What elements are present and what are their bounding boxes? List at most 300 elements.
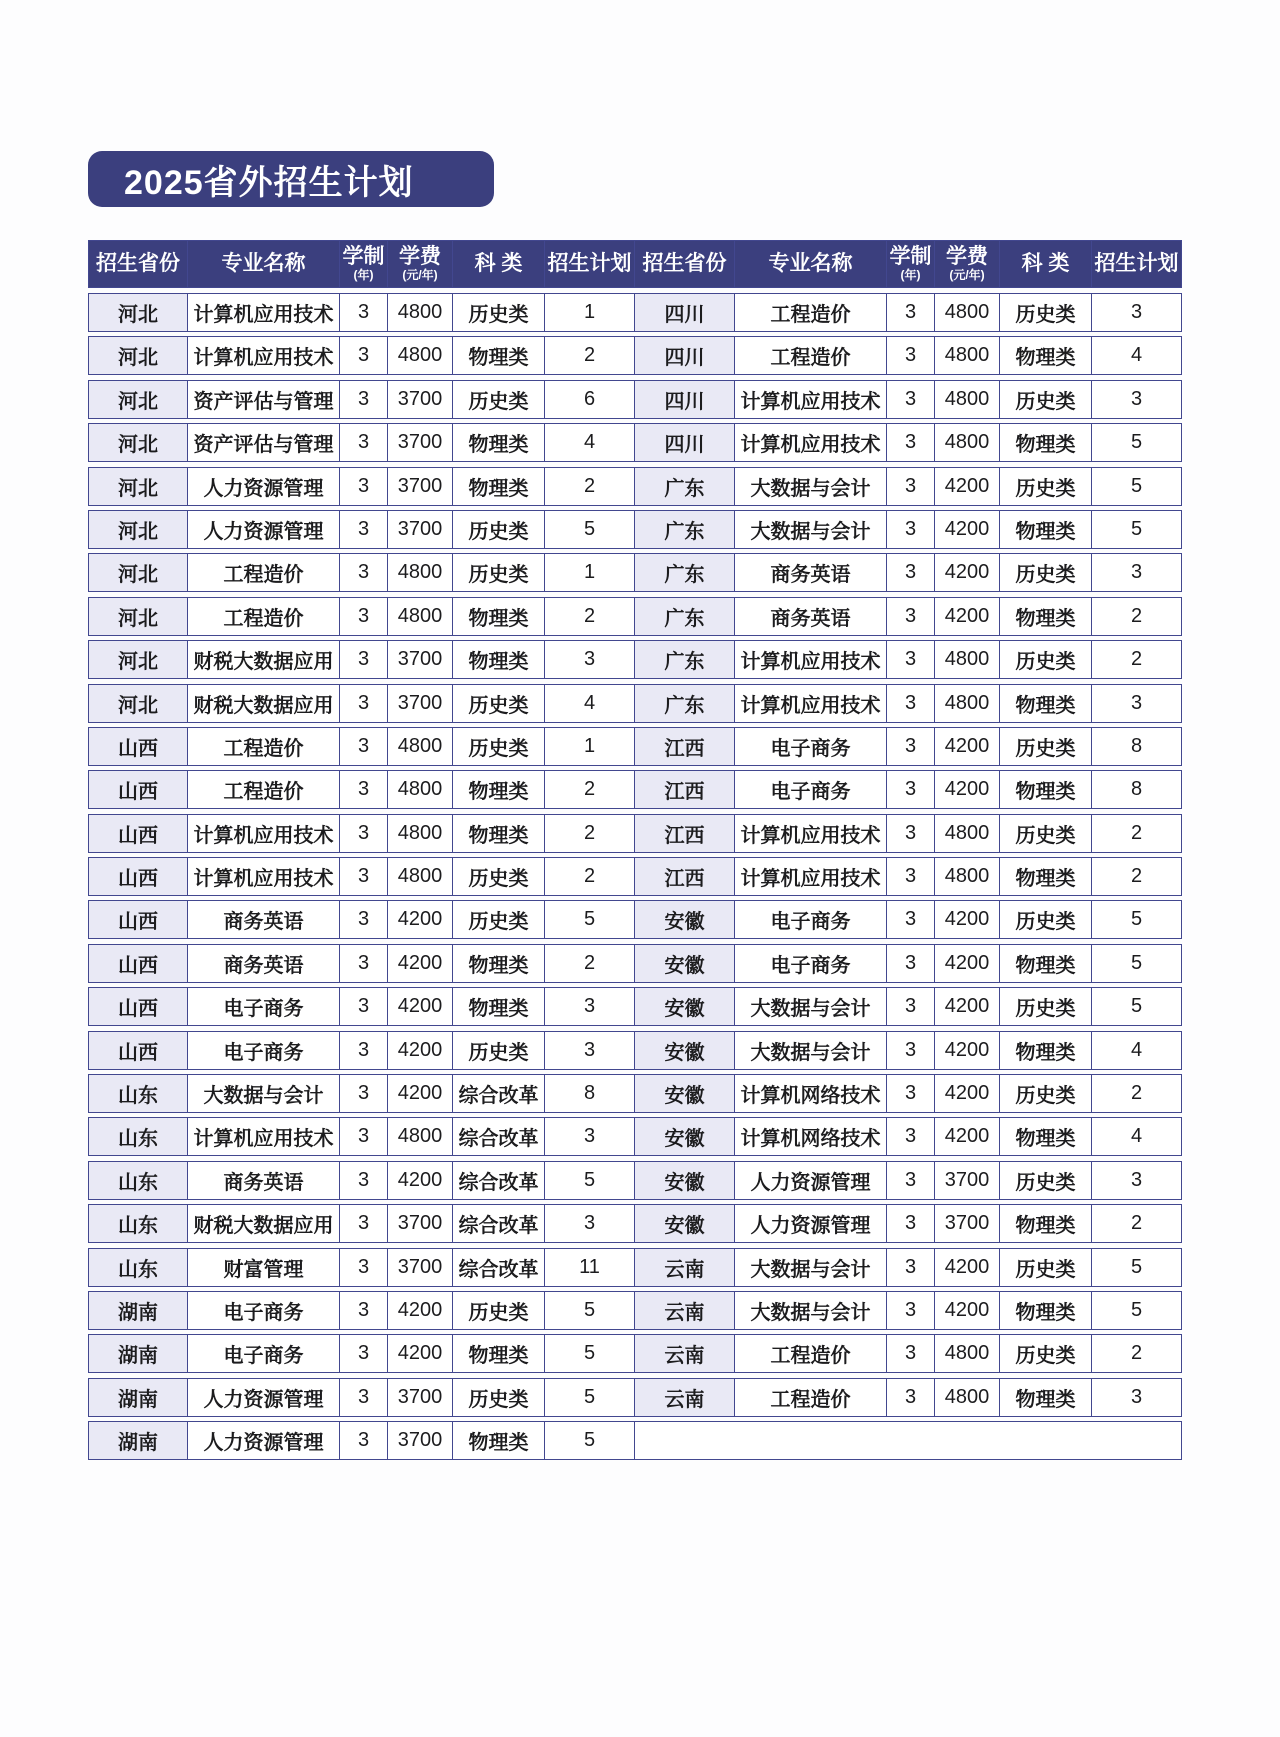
header-sublabel: (元/年) — [402, 268, 438, 283]
cell-major: 大数据与会计 — [735, 987, 887, 1026]
cell-plan: 1 — [545, 293, 635, 332]
cell-category: 综合改革 — [453, 1074, 545, 1113]
cell-category: 物理类 — [453, 640, 545, 679]
cell-fee: 4800 — [935, 380, 1000, 419]
cell-major: 计算机应用技术 — [188, 1117, 340, 1156]
table-row — [88, 553, 1182, 592]
cell-fee: 4200 — [388, 1161, 453, 1200]
cell-province: 河北 — [88, 510, 188, 549]
cell-fee: 4800 — [388, 770, 453, 809]
cell-category: 历史类 — [453, 727, 545, 766]
cell-province: 山西 — [88, 944, 188, 983]
cell-province: 山东 — [88, 1074, 188, 1113]
cell-major: 大数据与会计 — [188, 1074, 340, 1113]
cell-province: 河北 — [88, 467, 188, 506]
cell-years: 3 — [887, 467, 935, 506]
header-plan-right — [1092, 240, 1182, 288]
cell-fee: 4800 — [388, 727, 453, 766]
cell-plan: 3 — [545, 1031, 635, 1070]
cell-province: 湖南 — [88, 1421, 188, 1460]
cell-major: 商务英语 — [188, 900, 340, 939]
cell-major: 商务英语 — [735, 553, 887, 592]
cell-category: 物理类 — [453, 987, 545, 1026]
cell-province: 广东 — [635, 640, 735, 679]
cell-category: 历史类 — [1000, 1074, 1092, 1113]
header-label: 招生省份 — [642, 251, 727, 275]
cell-fee: 4800 — [388, 814, 453, 853]
cell-fee: 3700 — [388, 423, 453, 462]
cell-major: 电子商务 — [188, 1334, 340, 1373]
cell-fee: 4800 — [935, 293, 1000, 332]
cell-fee: 4200 — [388, 1074, 453, 1113]
cell-plan: 5 — [1092, 987, 1182, 1026]
table-row — [88, 1074, 1182, 1113]
cell-category: 历史类 — [453, 900, 545, 939]
cell-category: 物理类 — [1000, 1291, 1092, 1330]
cell-category: 历史类 — [1000, 1161, 1092, 1200]
cell-fee: 3700 — [388, 684, 453, 723]
cell-years: 3 — [340, 1117, 388, 1156]
cell-major: 商务英语 — [188, 1161, 340, 1200]
cell-category: 历史类 — [453, 553, 545, 592]
cell-plan: 4 — [545, 423, 635, 462]
header-label: 学费 — [399, 245, 441, 269]
cell-category: 综合改革 — [453, 1117, 545, 1156]
cell-years: 3 — [887, 1161, 935, 1200]
cell-fee: 4200 — [935, 1117, 1000, 1156]
cell-empty — [635, 1421, 1182, 1460]
header-sublabel: (元/年) — [949, 268, 985, 283]
cell-category: 物理类 — [453, 423, 545, 462]
cell-fee: 3700 — [388, 510, 453, 549]
table-row — [88, 640, 1182, 679]
cell-major: 工程造价 — [735, 293, 887, 332]
cell-category: 物理类 — [1000, 1031, 1092, 1070]
cell-category: 物理类 — [1000, 1204, 1092, 1243]
cell-province: 四川 — [635, 380, 735, 419]
cell-plan: 5 — [1092, 900, 1182, 939]
cell-province: 河北 — [88, 640, 188, 679]
cell-fee: 4200 — [935, 900, 1000, 939]
cell-province: 云南 — [635, 1248, 735, 1287]
cell-years: 3 — [340, 380, 388, 419]
cell-plan: 2 — [1092, 1204, 1182, 1243]
cell-category: 物理类 — [1000, 510, 1092, 549]
cell-plan: 4 — [1092, 1117, 1182, 1156]
cell-province: 河北 — [88, 293, 188, 332]
cell-province: 江西 — [635, 770, 735, 809]
cell-years: 3 — [887, 423, 935, 462]
cell-province: 山西 — [88, 900, 188, 939]
cell-major: 资产评估与管理 — [188, 423, 340, 462]
cell-category: 历史类 — [1000, 467, 1092, 506]
cell-plan: 3 — [1092, 380, 1182, 419]
cell-plan: 8 — [1092, 727, 1182, 766]
table-row — [88, 293, 1182, 332]
cell-province: 四川 — [635, 293, 735, 332]
cell-plan: 3 — [545, 987, 635, 1026]
cell-category: 历史类 — [1000, 293, 1092, 332]
cell-plan: 1 — [545, 553, 635, 592]
cell-plan: 2 — [1092, 597, 1182, 636]
cell-fee: 4200 — [935, 1074, 1000, 1113]
cell-fee: 4200 — [935, 553, 1000, 592]
cell-province: 安徽 — [635, 1204, 735, 1243]
cell-fee: 4800 — [935, 423, 1000, 462]
cell-plan: 2 — [545, 597, 635, 636]
cell-category: 物理类 — [453, 1334, 545, 1373]
table-row — [88, 944, 1182, 983]
table-row — [88, 1031, 1182, 1070]
cell-years: 3 — [887, 814, 935, 853]
cell-years: 3 — [340, 900, 388, 939]
cell-plan: 8 — [1092, 770, 1182, 809]
cell-category: 物理类 — [1000, 857, 1092, 896]
cell-category: 历史类 — [1000, 900, 1092, 939]
header-major-left — [188, 240, 340, 288]
cell-province: 广东 — [635, 467, 735, 506]
cell-fee: 3700 — [388, 1378, 453, 1417]
cell-category: 历史类 — [453, 293, 545, 332]
cell-years: 3 — [340, 770, 388, 809]
enrollment-table — [88, 240, 1182, 1465]
cell-major: 财富管理 — [188, 1248, 340, 1287]
cell-category: 综合改革 — [453, 1204, 545, 1243]
cell-major: 电子商务 — [735, 727, 887, 766]
cell-plan: 2 — [545, 814, 635, 853]
cell-fee: 4200 — [388, 944, 453, 983]
table-row — [88, 423, 1182, 462]
cell-category: 物理类 — [1000, 944, 1092, 983]
cell-major: 计算机应用技术 — [735, 814, 887, 853]
cell-province: 山东 — [88, 1117, 188, 1156]
cell-fee: 4800 — [935, 684, 1000, 723]
cell-fee: 4200 — [935, 987, 1000, 1026]
cell-major: 工程造价 — [735, 1334, 887, 1373]
cell-province: 安徽 — [635, 900, 735, 939]
cell-province: 河北 — [88, 553, 188, 592]
cell-years: 3 — [887, 380, 935, 419]
cell-major: 大数据与会计 — [735, 467, 887, 506]
header-province-right — [635, 240, 735, 288]
header-category-right — [1000, 240, 1092, 288]
cell-fee: 4800 — [388, 293, 453, 332]
cell-category: 历史类 — [1000, 987, 1092, 1026]
cell-years: 3 — [340, 553, 388, 592]
cell-years: 3 — [887, 1334, 935, 1373]
cell-years: 3 — [340, 423, 388, 462]
cell-fee: 4200 — [388, 1334, 453, 1373]
cell-category: 物理类 — [1000, 684, 1092, 723]
cell-province: 湖南 — [88, 1378, 188, 1417]
table-row — [88, 1378, 1182, 1417]
cell-province: 广东 — [635, 684, 735, 723]
header-label: 招生计划 — [547, 251, 632, 275]
cell-major: 人力资源管理 — [188, 510, 340, 549]
cell-plan: 3 — [1092, 293, 1182, 332]
cell-category: 物理类 — [1000, 1378, 1092, 1417]
cell-major: 计算机应用技术 — [735, 640, 887, 679]
header-sublabel: (年) — [900, 268, 921, 283]
header-label: 招生计划 — [1094, 251, 1179, 275]
cell-category: 物理类 — [453, 1421, 545, 1460]
cell-plan: 2 — [545, 467, 635, 506]
cell-province: 四川 — [635, 336, 735, 375]
cell-major: 资产评估与管理 — [188, 380, 340, 419]
cell-plan: 11 — [545, 1248, 635, 1287]
cell-years: 3 — [887, 510, 935, 549]
cell-plan: 8 — [545, 1074, 635, 1113]
cell-years: 3 — [887, 684, 935, 723]
cell-category: 物理类 — [453, 770, 545, 809]
table-body — [88, 293, 1182, 1460]
cell-category: 历史类 — [453, 510, 545, 549]
cell-plan: 3 — [545, 640, 635, 679]
cell-plan: 5 — [1092, 510, 1182, 549]
header-label: 专业名称 — [768, 251, 853, 275]
cell-fee: 4800 — [388, 597, 453, 636]
cell-province: 广东 — [635, 597, 735, 636]
cell-province: 山西 — [88, 1031, 188, 1070]
cell-years: 3 — [340, 293, 388, 332]
cell-years: 3 — [340, 510, 388, 549]
cell-fee: 4200 — [935, 727, 1000, 766]
cell-major: 计算机应用技术 — [735, 380, 887, 419]
cell-category: 综合改革 — [453, 1248, 545, 1287]
cell-years: 3 — [887, 1074, 935, 1113]
table-row — [88, 770, 1182, 809]
header-label: 专业名称 — [221, 251, 306, 275]
cell-major: 人力资源管理 — [735, 1204, 887, 1243]
cell-fee: 4800 — [388, 336, 453, 375]
header-category-left — [453, 240, 545, 288]
cell-category: 物理类 — [453, 814, 545, 853]
cell-years: 3 — [340, 467, 388, 506]
table-row — [88, 380, 1182, 419]
cell-province: 江西 — [635, 727, 735, 766]
cell-years: 3 — [887, 597, 935, 636]
cell-major: 计算机网络技术 — [735, 1117, 887, 1156]
cell-category: 物理类 — [453, 467, 545, 506]
cell-category: 物理类 — [1000, 336, 1092, 375]
cell-province: 安徽 — [635, 1074, 735, 1113]
cell-years: 3 — [887, 293, 935, 332]
cell-major: 计算机应用技术 — [188, 857, 340, 896]
cell-category: 历史类 — [1000, 380, 1092, 419]
cell-category: 历史类 — [453, 1031, 545, 1070]
table-row — [88, 1204, 1182, 1243]
cell-province: 安徽 — [635, 1031, 735, 1070]
cell-province: 云南 — [635, 1334, 735, 1373]
cell-province: 山西 — [88, 814, 188, 853]
cell-fee: 4200 — [388, 1291, 453, 1330]
header-label: 招生省份 — [96, 251, 180, 275]
cell-province: 湖南 — [88, 1334, 188, 1373]
cell-fee: 4200 — [388, 900, 453, 939]
cell-plan: 1 — [545, 727, 635, 766]
cell-plan: 5 — [545, 510, 635, 549]
header-years-right — [887, 240, 935, 288]
cell-years: 3 — [340, 987, 388, 1026]
cell-fee: 3700 — [388, 467, 453, 506]
cell-category: 物理类 — [453, 336, 545, 375]
cell-years: 3 — [340, 336, 388, 375]
cell-years: 3 — [887, 727, 935, 766]
cell-years: 3 — [340, 1161, 388, 1200]
cell-fee: 4200 — [935, 1248, 1000, 1287]
cell-major: 工程造价 — [188, 553, 340, 592]
cell-province: 河北 — [88, 380, 188, 419]
cell-years: 3 — [340, 1291, 388, 1330]
cell-fee: 4200 — [935, 1031, 1000, 1070]
cell-years: 3 — [887, 1248, 935, 1287]
cell-major: 电子商务 — [188, 987, 340, 1026]
cell-years: 3 — [887, 336, 935, 375]
cell-major: 计算机应用技术 — [735, 857, 887, 896]
header-label: 学制 — [342, 245, 385, 269]
cell-province: 云南 — [635, 1378, 735, 1417]
table-row — [88, 336, 1182, 375]
cell-years: 3 — [887, 1291, 935, 1330]
table-row — [88, 1117, 1182, 1156]
cell-province: 江西 — [635, 814, 735, 853]
cell-plan: 4 — [1092, 1031, 1182, 1070]
cell-province: 山东 — [88, 1248, 188, 1287]
table-row — [88, 857, 1182, 896]
cell-category: 历史类 — [1000, 553, 1092, 592]
cell-province: 山西 — [88, 857, 188, 896]
cell-fee: 4200 — [935, 467, 1000, 506]
cell-major: 计算机应用技术 — [735, 423, 887, 462]
cell-years: 3 — [340, 1031, 388, 1070]
header-fee-right — [935, 240, 1000, 288]
table-row — [88, 1161, 1182, 1200]
cell-province: 湖南 — [88, 1291, 188, 1330]
cell-major: 计算机应用技术 — [735, 684, 887, 723]
cell-fee: 4200 — [388, 987, 453, 1026]
cell-years: 3 — [887, 987, 935, 1026]
cell-category: 历史类 — [1000, 727, 1092, 766]
table-row — [88, 1421, 1182, 1460]
cell-major: 电子商务 — [188, 1031, 340, 1070]
cell-fee: 4200 — [935, 770, 1000, 809]
cell-fee: 3700 — [935, 1204, 1000, 1243]
cell-major: 电子商务 — [735, 900, 887, 939]
cell-years: 3 — [887, 640, 935, 679]
cell-major: 人力资源管理 — [188, 1421, 340, 1460]
table-row — [88, 727, 1182, 766]
cell-province: 广东 — [635, 510, 735, 549]
cell-province: 河北 — [88, 336, 188, 375]
cell-years: 3 — [340, 1334, 388, 1373]
cell-province: 山东 — [88, 1204, 188, 1243]
cell-category: 历史类 — [453, 1291, 545, 1330]
cell-plan: 2 — [1092, 1074, 1182, 1113]
cell-category: 物理类 — [1000, 770, 1092, 809]
cell-years: 3 — [887, 770, 935, 809]
cell-years: 3 — [340, 597, 388, 636]
cell-plan: 6 — [545, 380, 635, 419]
cell-major: 工程造价 — [188, 770, 340, 809]
cell-plan: 2 — [545, 770, 635, 809]
cell-plan: 5 — [1092, 467, 1182, 506]
cell-major: 财税大数据应用 — [188, 1204, 340, 1243]
cell-plan: 2 — [1092, 640, 1182, 679]
cell-category: 历史类 — [453, 380, 545, 419]
cell-years: 3 — [340, 684, 388, 723]
cell-category: 物理类 — [453, 597, 545, 636]
cell-fee: 4800 — [935, 1334, 1000, 1373]
cell-years: 3 — [340, 1204, 388, 1243]
table-row — [88, 1248, 1182, 1287]
page-title-badge — [88, 151, 494, 207]
cell-major: 工程造价 — [735, 336, 887, 375]
table-row — [88, 467, 1182, 506]
cell-province: 安徽 — [635, 1117, 735, 1156]
cell-province: 河北 — [88, 597, 188, 636]
cell-fee: 3700 — [388, 1421, 453, 1460]
cell-category: 历史类 — [453, 1378, 545, 1417]
cell-category: 历史类 — [453, 857, 545, 896]
cell-major: 工程造价 — [735, 1378, 887, 1417]
cell-plan: 5 — [545, 1378, 635, 1417]
cell-fee: 4800 — [935, 1378, 1000, 1417]
header-plan-left — [545, 240, 635, 288]
cell-province: 安徽 — [635, 1161, 735, 1200]
cell-years: 3 — [887, 553, 935, 592]
cell-major: 工程造价 — [188, 597, 340, 636]
cell-fee: 4800 — [388, 1117, 453, 1156]
cell-plan: 2 — [545, 336, 635, 375]
cell-category: 历史类 — [1000, 1334, 1092, 1373]
cell-fee: 4200 — [935, 944, 1000, 983]
cell-years: 3 — [887, 857, 935, 896]
table-row — [88, 1334, 1182, 1373]
cell-years: 3 — [340, 944, 388, 983]
cell-category: 物理类 — [1000, 597, 1092, 636]
cell-major: 计算机应用技术 — [188, 336, 340, 375]
cell-plan: 5 — [1092, 944, 1182, 983]
header-major-right — [735, 240, 887, 288]
cell-plan: 5 — [545, 1161, 635, 1200]
table-row — [88, 510, 1182, 549]
cell-major: 电子商务 — [735, 944, 887, 983]
cell-category: 物理类 — [1000, 1117, 1092, 1156]
cell-major: 计算机应用技术 — [188, 293, 340, 332]
cell-fee: 4800 — [388, 857, 453, 896]
cell-plan: 5 — [545, 1421, 635, 1460]
cell-years: 3 — [340, 1248, 388, 1287]
header-fee-left — [388, 240, 453, 288]
cell-years: 3 — [340, 640, 388, 679]
cell-category: 物理类 — [453, 944, 545, 983]
cell-category: 综合改革 — [453, 1161, 545, 1200]
cell-province: 山西 — [88, 727, 188, 766]
header-years-left — [340, 240, 388, 288]
table-row — [88, 1291, 1182, 1330]
cell-plan: 4 — [545, 684, 635, 723]
cell-plan: 2 — [1092, 857, 1182, 896]
cell-fee: 3700 — [388, 640, 453, 679]
cell-major: 人力资源管理 — [735, 1161, 887, 1200]
cell-fee: 4800 — [388, 553, 453, 592]
cell-years: 3 — [340, 1421, 388, 1460]
cell-fee: 4200 — [935, 597, 1000, 636]
cell-province: 江西 — [635, 857, 735, 896]
cell-major: 商务英语 — [188, 944, 340, 983]
cell-major: 人力资源管理 — [188, 467, 340, 506]
cell-category: 物理类 — [1000, 423, 1092, 462]
